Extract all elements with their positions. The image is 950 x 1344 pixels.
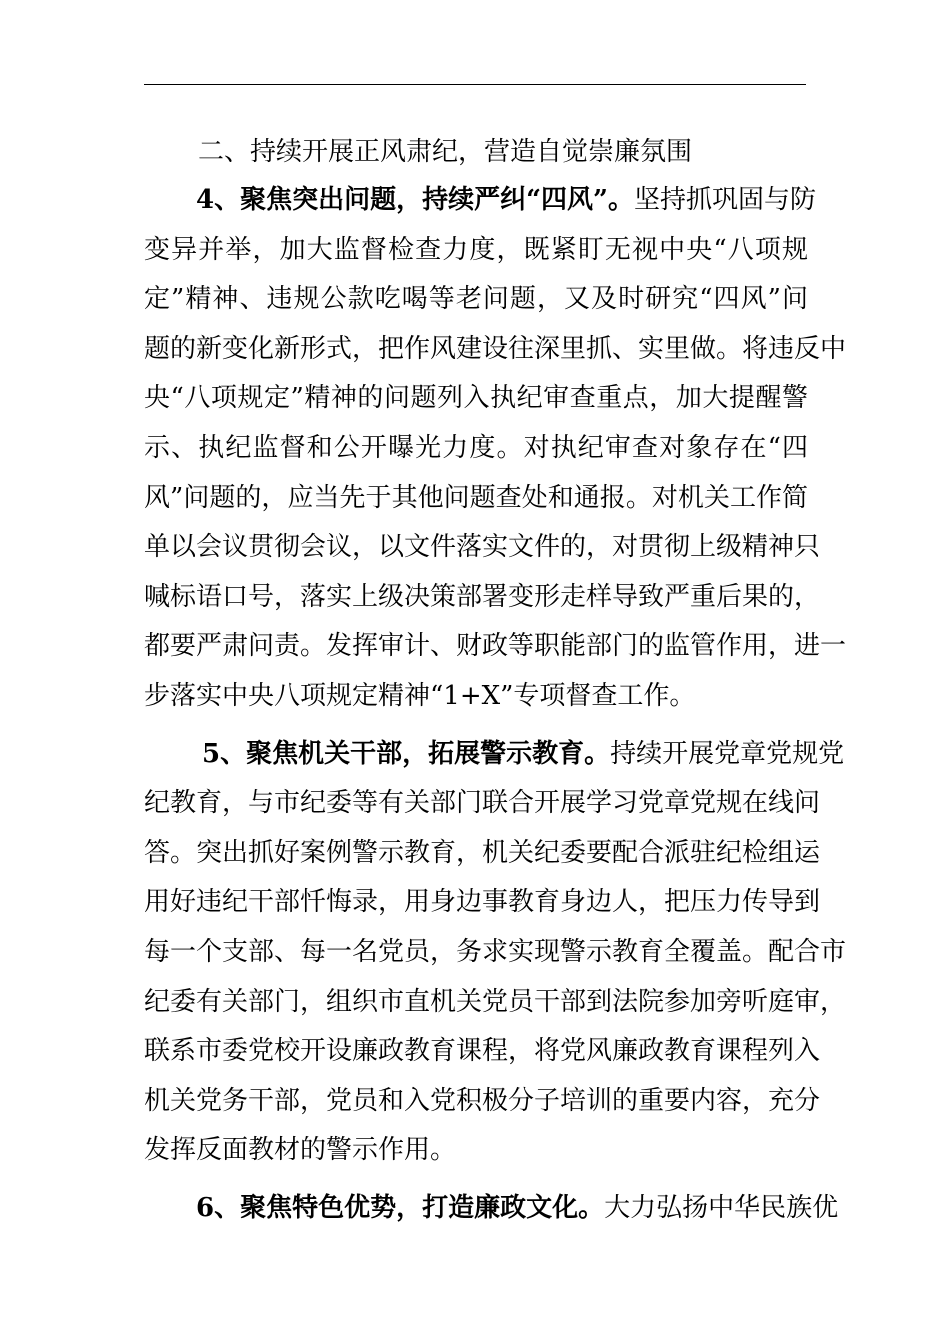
paragraph-text: 大力弘扬中华民族优	[604, 1192, 839, 1223]
paragraph-line: 单以会议贯彻会议，以文件落实文件的，对贯彻上级精神只	[144, 532, 821, 563]
paragraph-line: 发挥反面教材的警示作用。	[144, 1135, 457, 1166]
paragraph-line: 示、执纪监督和公开曝光力度。对执纪审查对象存在“四	[144, 432, 808, 463]
paragraph-line: 每一个支部、每一名党员，务求实现警示教育全覆盖。配合市	[144, 936, 847, 967]
header-rule	[144, 84, 806, 85]
paragraph-line: 答。突出抓好案例警示教育，机关纪委要配合派驻纪检组运	[144, 837, 821, 868]
paragraph-line: 都要严肃问责。发挥审计、财政等职能部门的监管作用，进一	[144, 631, 847, 662]
paragraph-4	[144, 176, 817, 226]
paragraph-4-body	[144, 226, 847, 722]
paragraph-line: 题的新变化新形式，把作风建设往深里抓、实里做。将违反中	[144, 333, 847, 364]
paragraph-line: 步落实中央八项规定精神“1+X”专项督查工作。	[144, 680, 696, 711]
paragraph-text: 坚持抓巩固与防	[634, 185, 817, 215]
paragraph-line: 定”精神、违规公款吃喝等老问题，又及时研究“四风”问	[144, 284, 808, 315]
paragraph-lead: 4、聚焦突出问题，持续严纠“四风”。	[196, 185, 635, 215]
document-body	[144, 128, 847, 1233]
section-heading: 二、持续开展正风肃纪，营造自觉崇廉氛围	[198, 137, 693, 167]
paragraph-5	[144, 730, 845, 780]
paragraph-line: 机关党务干部，党员和入党积极分子培训的重要内容，充分	[144, 1085, 821, 1116]
paragraph-line	[202, 730, 845, 780]
paragraph-lead: 6、聚焦特色优势，打造廉政文化。	[196, 1192, 605, 1223]
paragraph-line: 风”问题的，应当先于其他问题查处和通报。对机关工作简	[144, 482, 808, 513]
paragraph-line	[196, 1184, 839, 1234]
paragraph-6	[144, 1184, 839, 1234]
paragraph-line: 央“八项规定”精神的问题列入执纪审查重点，加大提醒警	[144, 383, 808, 414]
paragraph-line: 纪委有关部门，组织市直机关党员干部到法院参加旁听庭审，	[144, 986, 847, 1017]
paragraph-line: 变异并举，加大监督检查力度，既紧盯无视中央“八项规	[144, 234, 808, 265]
paragraph-line: 用好违纪干部忏悔录，用身边事教育身边人，把压力传导到	[144, 887, 821, 918]
paragraph-text: 持续开展党章党规党	[610, 738, 845, 769]
paragraph-line: 喊标语口号，落实上级决策部署变形走样导致严重后果的，	[144, 581, 821, 612]
paragraph-line: 纪教育，与市纪委等有关部门联合开展学习党章党规在线问	[144, 788, 821, 819]
paragraph-lead: 5、聚焦机关干部，拓展警示教育。	[202, 738, 611, 769]
paragraph-5-body	[144, 779, 847, 1176]
paragraph-line: 联系市委党校开设廉政教育课程，将党风廉政教育课程列入	[144, 1036, 821, 1067]
paragraph-line	[196, 176, 817, 226]
